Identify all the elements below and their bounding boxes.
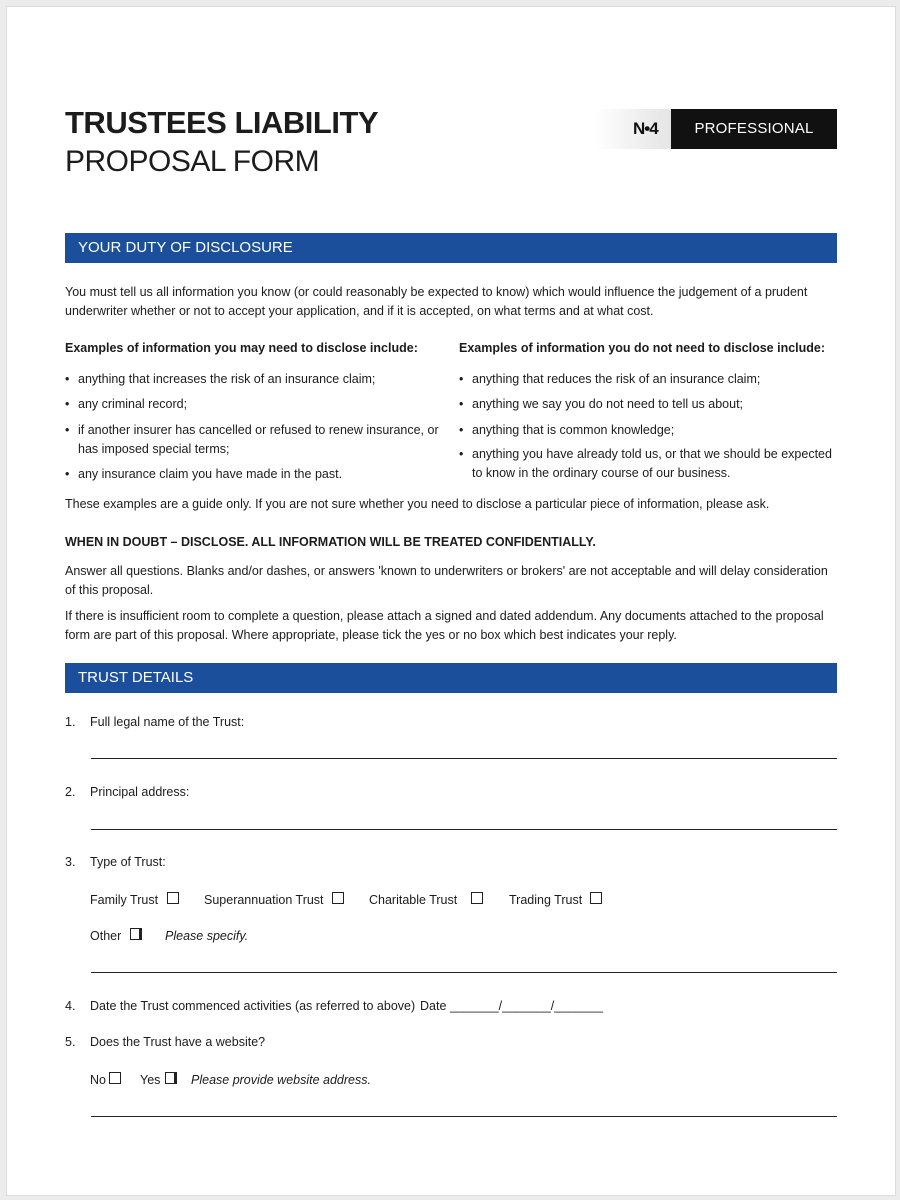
guide-note: These examples are a guide only. If you are not sure whether you need to disclose a particular piece of information, please ask.	[65, 497, 770, 511]
list-item: • anything that reduces the risk of an insurance claim;	[472, 370, 852, 389]
form-page	[6, 6, 896, 1196]
website-address-field[interactable]	[91, 1116, 837, 1117]
may-disclose-heading: Examples of information you may need to disclose include:	[65, 341, 418, 355]
list-item: • anything you have already told us, or that we should be expected to know in the ordinary course of our business.	[472, 445, 842, 483]
trust-type-label: Type of Trust:	[90, 855, 166, 869]
superannuation-trust-label: Superannuation Trust	[204, 893, 324, 907]
need-not-disclose-heading: Examples of information you do not need to disclose include:	[459, 341, 826, 355]
list-item: • anything that is common knowledge;	[472, 421, 852, 440]
form-title-line1: TRUSTEES LIABILITY	[65, 105, 379, 140]
charitable-trust-checkbox[interactable]	[471, 892, 483, 904]
commencement-date-field[interactable]: _______/_______/_______	[450, 999, 603, 1013]
website-question: Does the Trust have a website?	[90, 1035, 266, 1049]
question-number: 3.	[65, 855, 76, 869]
logo-mark: N•4	[633, 119, 658, 138]
trading-trust-label: Trading Trust	[509, 893, 583, 907]
disclosure-intro-line1: You must tell us all information you know (or could reasonably be expected to know) which would influence the judgement of a prudent	[65, 285, 808, 299]
charitable-trust-label: Charitable Trust	[369, 893, 458, 907]
trust-name-label: Full legal name of the Trust:	[90, 715, 245, 729]
brand-label: PROFESSIONAL RISKS	[671, 109, 837, 149]
list-item: • if another insurer has cancelled or refused to renew insurance, or has imposed special terms;	[78, 421, 448, 459]
family-trust-checkbox[interactable]	[167, 892, 179, 904]
question-number: 4.	[65, 999, 76, 1013]
date-label: Date	[420, 999, 447, 1013]
list-item: • any criminal record;	[78, 395, 458, 414]
other-trust-label: Other	[90, 929, 122, 943]
website-hint: Please provide website address.	[191, 1073, 371, 1087]
principal-address-label: Principal address:	[90, 785, 190, 799]
commencement-date-question: Date the Trust commenced activities (as referred to above)	[90, 999, 416, 1013]
trading-trust-checkbox[interactable]	[590, 892, 602, 904]
list-item: • anything we say you do not need to tell us about;	[472, 395, 852, 414]
list-item: • anything that increases the risk of an insurance claim;	[78, 370, 458, 389]
section-heading-trust-details: TRUST DETAILS	[65, 663, 837, 693]
list-item: • any insurance claim you have made in the past.	[78, 465, 458, 484]
website-yes-label: Yes	[140, 1073, 161, 1087]
family-trust-label: Family Trust	[90, 893, 159, 907]
insufficient-room-note: If there is insufficient room to complete a question, please attach a signed and dated addendum. Any documents attached to the proposal form are part of this proposal. Where appropriate, please tick the yes or no box which best indicates your reply.	[65, 609, 824, 642]
question-number: 2.	[65, 785, 76, 799]
disclosure-intro-line2: underwriter whether or not to accept your application, and if it is accepted, on what terms and at what cost.	[65, 304, 654, 318]
website-yes-checkbox[interactable]	[165, 1072, 177, 1084]
trust-name-field[interactable]	[91, 758, 837, 759]
other-trust-field[interactable]	[91, 972, 837, 973]
question-number: 5.	[65, 1035, 76, 1049]
answer-all-note: Answer all questions. Blanks and/or dashes, or answers 'known to underwriters or brokers' are not acceptable and will delay consideration of this proposal.	[65, 564, 828, 597]
superannuation-trust-checkbox[interactable]	[332, 892, 344, 904]
website-no-label: No	[90, 1073, 106, 1087]
section-heading-disclosure: YOUR DUTY OF DISCLOSURE	[65, 233, 837, 263]
form-title-line2: PROPOSAL FORM	[65, 145, 320, 178]
other-trust-hint: Please specify.	[165, 929, 249, 943]
website-no-checkbox[interactable]	[109, 1072, 121, 1084]
other-trust-checkbox[interactable]	[130, 928, 142, 940]
question-number: 1.	[65, 715, 76, 729]
principal-address-field[interactable]	[91, 829, 837, 830]
doubt-notice: WHEN IN DOUBT – DISCLOSE. ALL INFORMATION WILL BE TREATED CONFIDENTIALLY.	[65, 535, 596, 549]
